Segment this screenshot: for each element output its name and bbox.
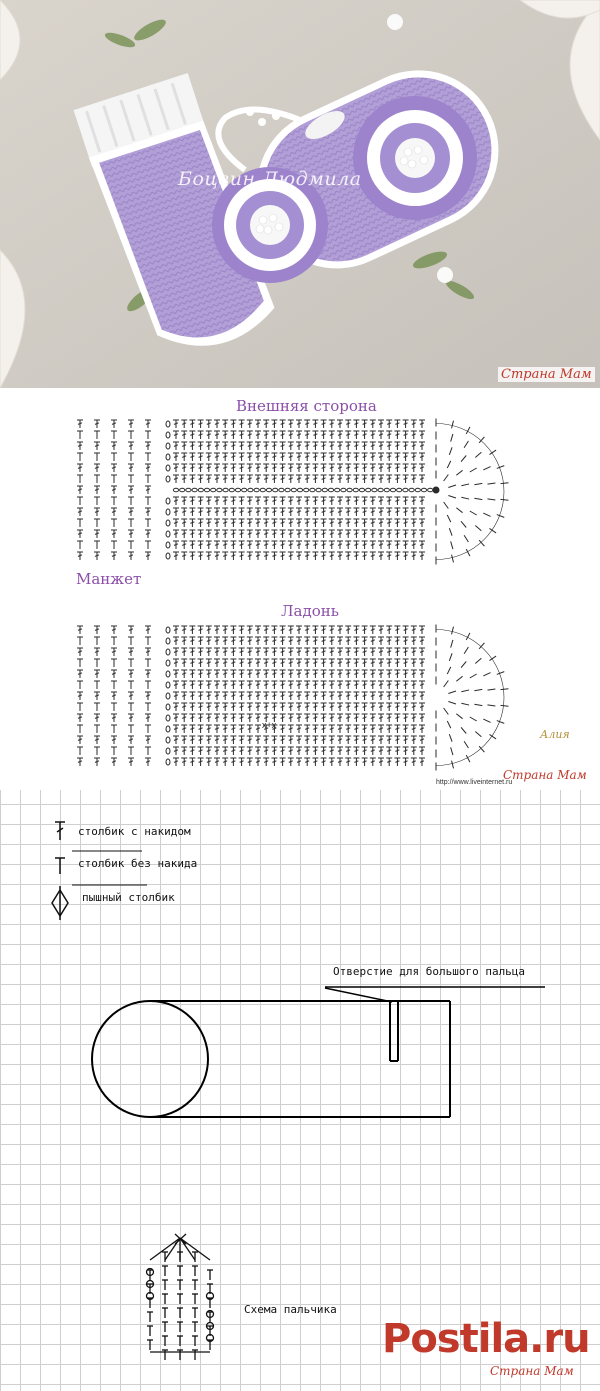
pattern-grid <box>0 790 600 1391</box>
thumb-hole-label: Отверстие для большого пальца <box>333 965 526 978</box>
postila-watermark-sub: Страна Мам <box>490 1364 574 1378</box>
aliya-signature: Алия <box>540 728 570 741</box>
finger-scheme-label: Схема пальчика <box>244 1303 337 1316</box>
postila-watermark: Postila.ru <box>382 1316 590 1362</box>
legend-double-crochet: столбик с накидом <box>78 825 191 838</box>
outer-side-title: Внешняя сторона <box>236 397 377 415</box>
stitch-chart-drawing <box>0 388 600 788</box>
finger-scheme-drawing <box>147 1234 214 1360</box>
outer-side-chart <box>77 419 508 565</box>
legend-puff-stitch: пышный столбик <box>82 891 175 904</box>
flower-back <box>353 96 477 220</box>
mitten-shape-outline <box>92 1001 450 1117</box>
palm-title: Ладонь <box>281 602 339 620</box>
legend-single-crochet: столбик без накида <box>78 857 198 870</box>
site-stamp: Страна Мам <box>498 367 595 382</box>
source-url: http://www.liveinternet.ru <box>436 779 513 786</box>
puff-stitch-symbol <box>52 886 68 920</box>
palm-thumb-mark: x+x <box>262 720 277 730</box>
author-watermark: Боцвин Людмила <box>178 168 362 190</box>
mitten-photo <box>0 0 600 388</box>
chart-stamp: Страна Мам <box>503 768 587 782</box>
palm-chart <box>77 625 508 771</box>
double-crochet-symbol <box>55 822 65 840</box>
thumb-hole-pointer <box>325 987 545 1002</box>
grid-drawing <box>0 790 600 1391</box>
cuff-label: Манжет <box>76 570 142 588</box>
thumb-hole <box>390 1001 398 1061</box>
single-crochet-symbol <box>55 858 65 874</box>
crochet-chart <box>0 388 600 788</box>
